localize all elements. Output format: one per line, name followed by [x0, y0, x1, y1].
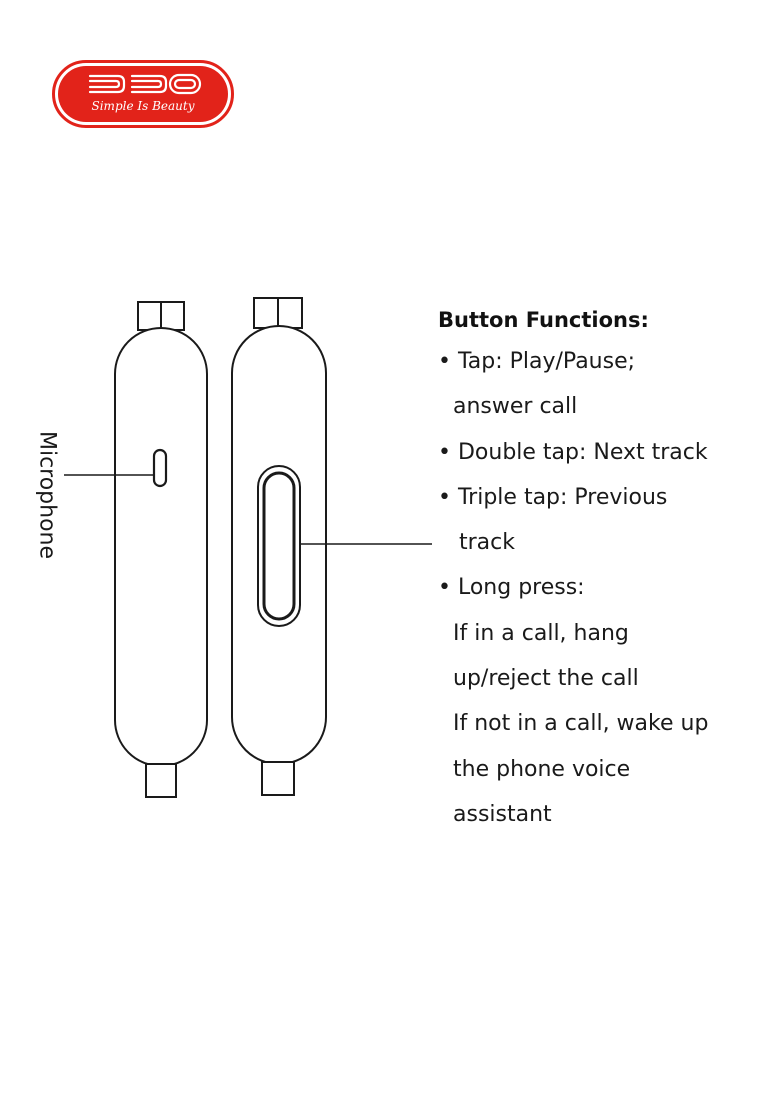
function-line: • Triple tap: Previous: [438, 484, 668, 510]
left-earbud-outline: [115, 302, 207, 797]
function-line: • Double tap: Next track: [438, 439, 708, 465]
function-line: answer call: [453, 394, 578, 420]
function-line: • Tap: Play/Pause;: [438, 349, 636, 374]
function-line: the phone voice: [453, 756, 631, 782]
function-line: up/reject the call: [453, 666, 639, 692]
function-line: If in a call, hang: [453, 620, 629, 646]
button-functions-panel: [438, 301, 758, 837]
function-line: track: [459, 530, 515, 556]
function-line: assistant: [453, 801, 552, 827]
button-functions-title: Button Functions:: [438, 308, 649, 332]
microphone-label: Microphone: [34, 430, 60, 560]
function-line: • Long press:: [438, 575, 585, 601]
right-earbud-outline: [232, 298, 326, 795]
brand-tagline: Simple Is Beauty: [91, 99, 195, 113]
function-line: If not in a call, wake up: [453, 711, 709, 737]
